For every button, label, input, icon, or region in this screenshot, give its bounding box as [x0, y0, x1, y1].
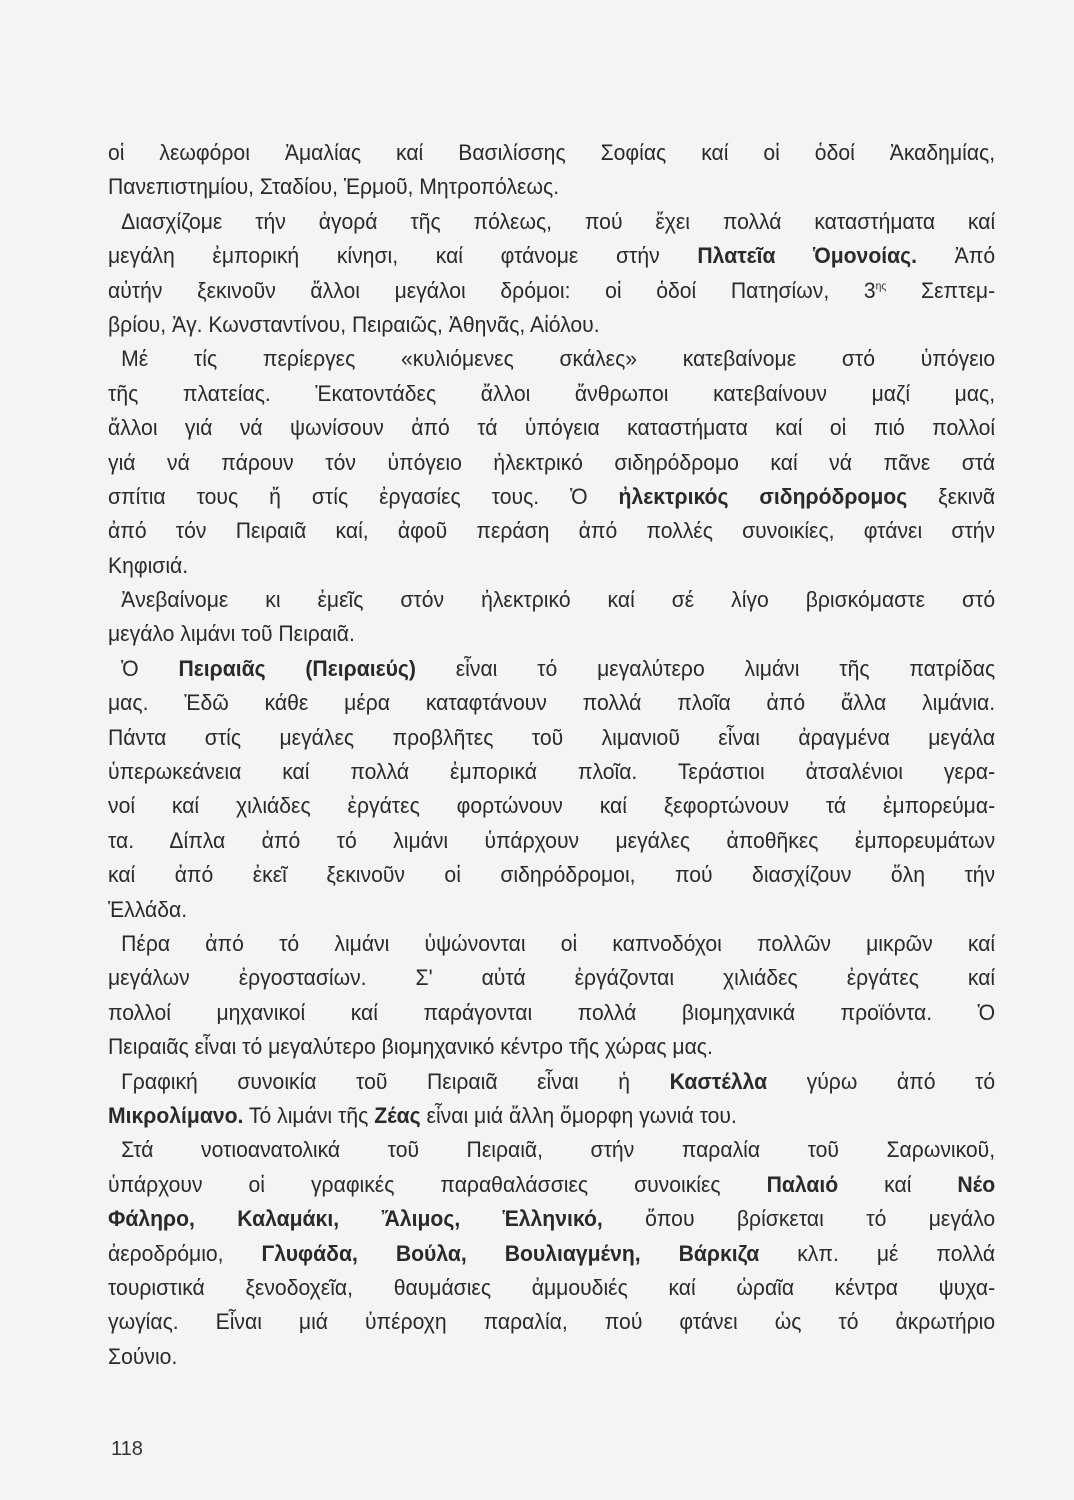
text-run: μεγάλο λιμάνι τοῦ Πειραιᾶ.	[108, 621, 355, 647]
text-line	[108, 308, 995, 342]
text-run: οἱ λεωφόροι Ἀμαλίας καί Βασιλίσσης Σοφίας καί οἱ ὁδοί Ἀκαδημίας,	[108, 140, 996, 165]
text-line	[108, 893, 995, 927]
bold-term: Μικρολίμανο.	[108, 1102, 244, 1128]
text-line	[108, 1065, 995, 1099]
text-run: μεγάλη ἐμπορική κίνησι, καί φτάνομε στήν	[108, 243, 698, 269]
text-run: ἄλλοι γιά νά ψωνίσουν ἀπό τά ὑπόγεια καταστήματα καί οἱ πιό πολλοί	[108, 415, 996, 441]
text-line	[108, 446, 995, 480]
text-line	[108, 1340, 995, 1374]
text-run: εἶναι μιά ἄλλη ὄμορφη γωνιά του.	[420, 1102, 737, 1128]
text-run: βρίου, Ἁγ. Κωνσταντίνου, Πειραιῶς, Ἀθηνᾶς, Αἰόλου.	[108, 311, 600, 337]
bold-term: Νέο	[957, 1171, 996, 1197]
text-run: καί	[838, 1171, 958, 1197]
text-run: Διασχίζομε τήν ἀγορά τῆς πόλεως, πού ἔχει πολλά καταστήματα καί	[121, 208, 996, 234]
text-run: πολλοί μηχανικοί καί παράγονται πολλά βιομηχανικά προϊόντα. Ὁ	[108, 999, 996, 1025]
text-line	[108, 721, 995, 755]
text-run: ὑπερωκεάνεια καί πολλά ἐμπορικά πλοῖα. Τεράστιοι ἀτσαλένιοι γερα-	[108, 759, 996, 785]
text-run: Ἑλλάδα.	[108, 896, 188, 922]
text-run: Πέρα ἀπό τό λιμάνι ὑψώνονται οἱ καπνοδόχοι πολλῶν μικρῶν καί	[121, 930, 996, 956]
text-line	[108, 1099, 995, 1133]
text-run: ἀπό τόν Πειραιᾶ καί, ἀφοῦ περάση ἀπό πολλές συνοικίες, φτάνει στήν	[108, 518, 996, 544]
text-run: Πειραιᾶς εἶναι τό μεγαλύτερο βιομηχανικό κέντρο τῆς χώρας μας.	[108, 1034, 713, 1060]
bold-term: Γλυφάδα, Βούλα, Βουλιαγμένη, Βάρκιζα	[261, 1240, 760, 1266]
text-line	[108, 755, 995, 789]
text-line	[108, 1133, 995, 1167]
text-run: σπίτια τους ἤ στίς ἐργασίες τους. Ὁ	[108, 483, 619, 509]
text-run: ἀεροδρόμιο,	[108, 1240, 262, 1266]
text-line	[108, 789, 995, 823]
text-line	[108, 377, 995, 411]
text-run: Πανεπιστημίου, Σταδίου, Ἑρμοῦ, Μητροπόλεως.	[108, 174, 560, 200]
bold-term: Καστέλλα	[669, 1068, 768, 1094]
text-line	[108, 1202, 995, 1236]
text-line	[108, 239, 995, 273]
text-line	[108, 514, 995, 548]
text-run: γωγίας. Εἶναι μιά ὑπέροχη παραλία, πού φτάνει ὡς τό ἀκρωτήριο	[108, 1309, 996, 1335]
bold-term: Φάληρο, Καλαμάκι, Ἄλιμος, Ἑλληνικό,	[108, 1206, 603, 1232]
bold-term: ἠλεκτρικός σιδηρόδρομος	[618, 483, 908, 509]
text-line	[108, 1305, 995, 1339]
text-run: Μέ τίς περίεργες «κυλιόμενες σκάλες» κατεβαίνομε στό ὑπόγειο	[121, 346, 996, 372]
text-line	[108, 136, 995, 170]
text-run: Τό λιμάνι τῆς	[243, 1102, 375, 1128]
text-run: αὐτήν ξεκινοῦν ἄλλοι μεγάλοι δρόμοι: οἱ ὁδοί Πατησίων, 3	[108, 277, 876, 303]
text-run: Ὁ	[121, 655, 179, 681]
bold-term: Πλατεῖα Ὁμονοίας.	[697, 243, 918, 269]
superscript: ης	[875, 280, 887, 293]
bold-term: Παλαιό	[766, 1171, 839, 1197]
text-line	[108, 583, 995, 617]
text-run: Σεπτεμ-	[886, 277, 996, 303]
text-run: τῆς πλατείας. Ἑκατοντάδες ἄλλοι ἄνθρωποι κατεβαίνουν μαζί μας,	[108, 380, 996, 406]
text-line	[108, 686, 995, 720]
text-run: ὅπου βρίσκεται τό μεγάλο	[602, 1206, 996, 1232]
text-run: γύρω ἀπό τό	[767, 1068, 996, 1094]
text-line	[108, 411, 995, 445]
text-run: καί ἀπό ἐκεῖ ξεκινοῦν οἱ σιδηρόδρομοι, πού διασχίζουν ὅλη τήν	[108, 862, 996, 888]
text-run: τα. Δίπλα ἀπό τό λιμάνι ὑπάρχουν μεγάλες ἀποθῆκες ἐμπορευμάτων	[108, 827, 996, 853]
text-line	[108, 996, 995, 1030]
text-line	[108, 274, 995, 308]
text-line	[108, 342, 995, 376]
text-line	[108, 652, 995, 686]
body-text	[108, 136, 995, 1374]
text-line	[108, 549, 995, 583]
text-run: Σούνιο.	[108, 1343, 178, 1369]
text-line	[108, 927, 995, 961]
text-run: Πάντα στίς μεγάλες προβλῆτες τοῦ λιμανιοῦ εἶναι ἀραγμένα μεγάλα	[108, 724, 996, 750]
text-run: γιά νά πάρουν τόν ὑπόγειο ἠλεκτρικό σιδηρόδρομο καί νά πᾶνε στά	[108, 449, 996, 475]
text-run: ξεκινᾶ	[907, 483, 996, 509]
text-run: Κηφισιά.	[108, 552, 189, 578]
text-run: Στά νοτιοανατολικά τοῦ Πειραιᾶ, στήν παραλία τοῦ Σαρωνικοῦ,	[121, 1137, 996, 1163]
page-number: 118	[111, 1438, 143, 1460]
text-line	[108, 858, 995, 892]
text-line	[108, 961, 995, 995]
text-run: μεγάλων ἐργοστασίων. Σ' αὐτά ἐργάζονται χιλιάδες ἐργάτες καί	[108, 965, 996, 991]
text-run: κλπ. μέ πολλά	[759, 1240, 996, 1266]
text-line	[108, 1168, 995, 1202]
text-run: εἶναι τό μεγαλύτερο λιμάνι τῆς πατρίδας	[415, 655, 996, 681]
bold-term: Πειραιᾶς (Πειραιεύς)	[178, 655, 416, 681]
text-line	[108, 1271, 995, 1305]
text-run: μας. Ἐδῶ κάθε μέρα καταφτάνουν πολλά πλοῖα ἀπό ἄλλα λιμάνια.	[108, 690, 996, 716]
text-run: νοί καί χιλιάδες ἐργάτες φορτώνουν καί ξεφορτώνουν τά ἐμπορεύμα-	[108, 793, 996, 819]
text-line	[108, 824, 995, 858]
text-run: Ἀνεβαίνομε κι ἐμεῖς στόν ἠλεκτρικό καί σέ λίγο βρισκόμαστε στό	[121, 587, 996, 613]
bold-term: Ζέας	[374, 1102, 421, 1128]
text-run: Γραφική συνοικία τοῦ Πειραιᾶ εἶναι ἡ	[121, 1068, 670, 1094]
text-line	[108, 617, 995, 651]
text-run: ὑπάρχουν οἱ γραφικές παραθαλάσσιες συνοικίες	[108, 1171, 767, 1197]
text-run: Ἀπό	[917, 243, 996, 269]
text-line	[108, 1030, 995, 1064]
text-line	[108, 480, 995, 514]
text-run: τουριστικά ξενοδοχεῖα, θαυμάσιες ἀμμουδιές καί ὡραῖα κέντρα ψυχα-	[108, 1274, 996, 1300]
text-line	[108, 1237, 995, 1271]
text-line	[108, 170, 995, 204]
text-line	[108, 205, 995, 239]
